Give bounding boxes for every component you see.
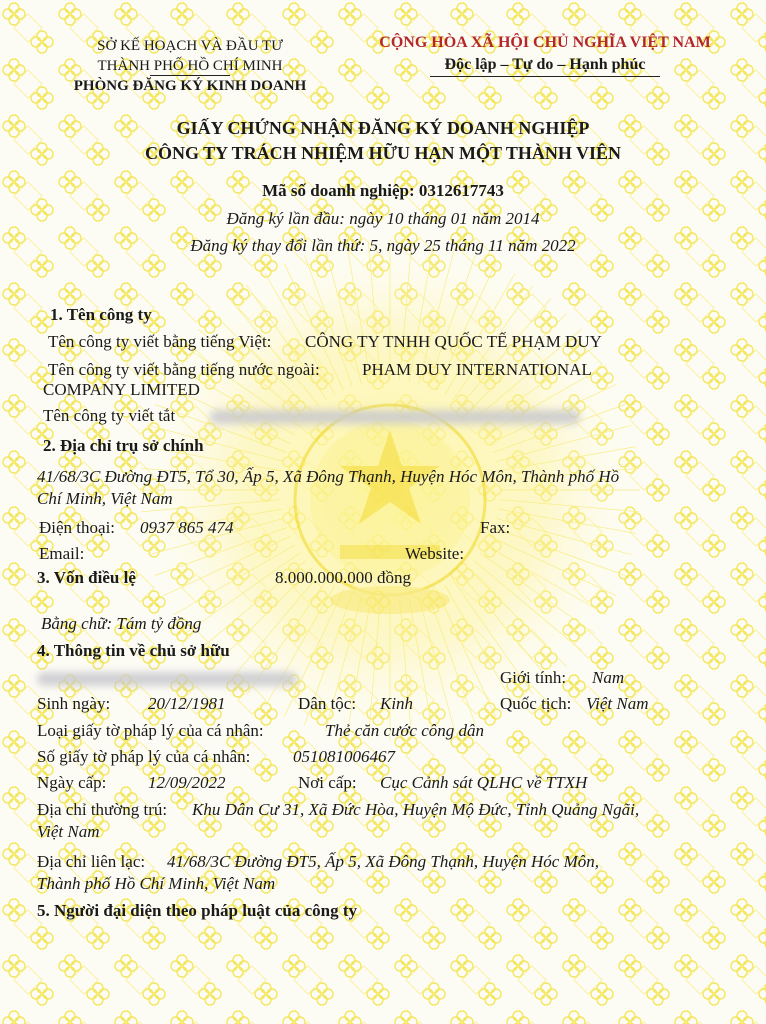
contact-address-label: Địa chỉ liên lạc: (37, 852, 146, 871)
vn-name-label: Tên công ty viết bằng tiếng Việt: (48, 332, 272, 351)
gender-label: Giới tính: (500, 668, 567, 687)
contact-address-value-cont: Thành phố Hồ Chí Minh, Việt Nam (37, 874, 276, 893)
id-number-value: 051081006467 (293, 747, 395, 766)
nationality-value: Việt Nam (586, 694, 649, 713)
issue-place-value: Cục Cảnh sát QLHC về TTXH (380, 773, 588, 792)
permanent-address-value-cont: Việt Nam (37, 822, 100, 841)
certificate-title: GIẤY CHỨNG NHẬN ĐĂNG KÝ DOANH NGHIỆP (176, 118, 590, 138)
permanent-address-value: Khu Dân Cư 31, Xã Đức Hòa, Huyện Mộ Đức, Tỉnh Quảng Ngãi, (192, 800, 640, 819)
section-5-heading: 5. Người đại diện theo pháp luật của công ty (37, 901, 357, 920)
enterprise-code: Mã số doanh nghiệp: 0312617743 (262, 181, 504, 200)
ethnicity-value: Kinh (380, 694, 414, 713)
company-type-title: CÔNG TY TRÁCH NHIỆM HỮU HẠN MỘT THÀNH VIÊN (144, 143, 622, 163)
foreign-name-value-cont: COMPANY LIMITED (43, 380, 200, 399)
id-number-label: Số giấy tờ pháp lý của cá nhân: (37, 747, 251, 766)
change-registration-date: Đăng ký thay đổi lần thứ: 5, ngày 25 tháng 11 năm 2022 (190, 236, 576, 255)
contact-address-value: 41/68/3C Đường ĐT5, Ấp 5, Xã Đông Thạnh, Huyện Hóc Môn, (167, 852, 599, 871)
phone-value: 0937 865 474 (140, 518, 234, 537)
agency-name: SỞ KẾ HOẠCH VÀ ĐẦU TƯ (97, 38, 283, 54)
id-type-label: Loại giấy tờ pháp lý của cá nhân: (37, 721, 264, 740)
gender-value: Nam (592, 668, 625, 687)
section-4-heading: 4. Thông tin về chủ sở hữu (37, 641, 230, 660)
national-motto: Độc lập – Tự do – Hạnh phúc (444, 56, 646, 73)
header-underline-right (430, 76, 660, 77)
redacted-short-name (210, 410, 580, 424)
ethnicity-label: Dân tộc: (298, 694, 357, 713)
charter-capital-value: 8.000.000.000 đồng (275, 568, 411, 587)
issue-date-label: Ngày cấp: (37, 773, 107, 792)
charter-capital-words: Bằng chữ: Tám tỷ đồng (41, 614, 202, 633)
foreign-name-value: PHAM DUY INTERNATIONAL (362, 360, 592, 379)
dob-label: Sinh ngày: (37, 694, 111, 713)
agency-department: PHÒNG ĐĂNG KÝ KINH DOANH (73, 78, 307, 94)
issue-date-value: 12/09/2022 (148, 773, 226, 792)
website-label: Website: (405, 544, 465, 563)
phone-label: Điện thoại: (39, 518, 116, 537)
redacted-owner-name (37, 672, 297, 686)
short-name-label: Tên công ty viết tắt (43, 406, 176, 425)
first-registration-date: Đăng ký lần đầu: ngày 10 tháng 01 năm 2014 (226, 209, 540, 228)
head-office-address: 41/68/3C Đường ĐT5, Tổ 30, Ấp 5, Xã Đông Thạnh, Huyện Hóc Môn, Thành phố Hồ (37, 467, 620, 486)
fax-label: Fax: (480, 518, 511, 537)
agency-city: THÀNH PHỐ HỒ CHÍ MINH (97, 58, 283, 74)
nationality-label: Quốc tịch: (500, 694, 572, 713)
section-3-heading: 3. Vốn điều lệ (37, 568, 136, 587)
issue-place-label: Nơi cấp: (298, 773, 357, 792)
header-underline-left (150, 75, 230, 76)
section-1-heading: 1. Tên công ty (50, 305, 152, 324)
id-type-value: Thẻ căn cước công dân (325, 721, 485, 740)
country-name: CỘNG HÒA XÃ HỘI CHỦ NGHĨA VIỆT NAM (379, 34, 711, 51)
section-2-heading: 2. Địa chỉ trụ sở chính (43, 436, 204, 455)
permanent-address-label: Địa chỉ thường trú: (37, 800, 168, 819)
vn-name-value: CÔNG TY TNHH QUỐC TẾ PHẠM DUY (305, 332, 602, 351)
foreign-name-label: Tên công ty viết bằng tiếng nước ngoài: (48, 360, 320, 379)
dob-value: 20/12/1981 (148, 694, 226, 713)
email-label: Email: (39, 544, 85, 563)
head-office-address-cont: Chí Minh, Việt Nam (37, 489, 173, 508)
